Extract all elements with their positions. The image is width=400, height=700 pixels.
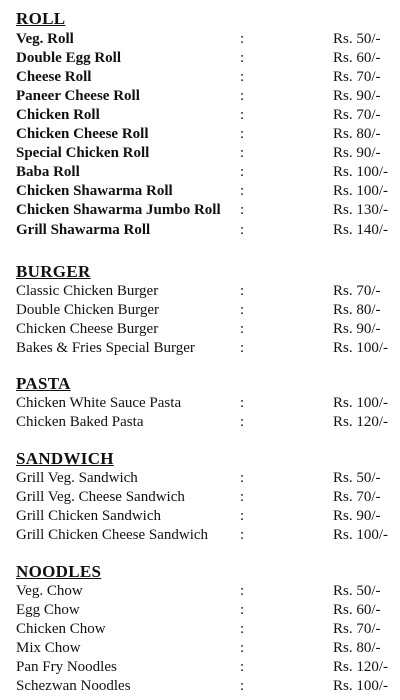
menu-row [0,49,400,68]
separator: : [240,164,245,180]
item-name: Bakes & Fries Special Burger [16,340,195,356]
item-price: Rs. 90/- [333,88,381,104]
separator: : [240,659,245,675]
item-name: Chicken Chow [16,621,106,637]
menu-row [0,87,400,106]
menu-row [0,339,400,358]
separator: : [240,145,245,161]
menu-row [0,658,400,677]
separator: : [240,414,245,430]
item-price: Rs. 140/- [333,222,389,238]
item-name: Veg. Chow [16,583,83,599]
separator: : [240,50,245,66]
item-name: Grill Veg. Cheese Sandwich [16,489,185,505]
item-price: Rs. 60/- [333,50,381,66]
separator: : [240,640,245,656]
item-price: Rs. 130/- [333,202,389,218]
menu-row [0,106,400,125]
item-price: Rs. 80/- [333,640,381,656]
section-title-noodles: NOODLES [16,562,102,581]
item-price: Rs. 70/- [333,621,381,637]
menu-row [0,639,400,658]
item-name: Veg. Roll [16,31,74,47]
item-price: Rs. 120/- [333,659,389,675]
section-title-sandwich: SANDWICH [16,449,114,468]
menu-row [0,601,400,620]
item-name: Chicken Roll [16,107,100,123]
menu-row [0,620,400,639]
separator: : [240,183,245,199]
item-price: Rs. 70/- [333,489,381,505]
item-price: Rs. 80/- [333,126,381,142]
separator: : [240,602,245,618]
item-name: Double Egg Roll [16,50,122,66]
item-name: Special Chicken Roll [16,145,150,161]
menu-row [0,526,400,545]
item-price: Rs. 70/- [333,107,381,123]
item-price: Rs. 50/- [333,470,381,486]
item-price: Rs. 100/- [333,183,389,199]
separator: : [240,283,245,299]
separator: : [240,340,245,356]
menu-row [0,413,400,432]
item-name: Egg Chow [16,602,80,618]
menu-row [0,320,400,339]
item-price: Rs. 50/- [333,31,381,47]
item-price: Rs. 90/- [333,321,381,337]
item-name: Chicken Cheese Roll [16,126,149,142]
separator: : [240,126,245,142]
item-price: Rs. 70/- [333,69,381,85]
item-price: Rs. 120/- [333,414,389,430]
menu-row [0,469,400,488]
item-name: Chicken Shawarma Jumbo Roll [16,202,221,218]
item-name: Chicken White Sauce Pasta [16,395,182,411]
item-name: Baba Roll [16,164,80,180]
item-name: Chicken Shawarma Roll [16,183,173,199]
item-name: Mix Chow [16,640,81,656]
menu-row [0,282,400,301]
item-name: Grill Shawarma Roll [16,222,151,238]
separator: : [240,202,245,218]
menu-row [0,582,400,601]
separator: : [240,321,245,337]
item-name: Double Chicken Burger [16,302,160,318]
item-price: Rs. 100/- [333,527,389,543]
menu-row [0,125,400,144]
item-price: Rs. 90/- [333,145,381,161]
separator: : [240,678,245,694]
menu-row [0,201,400,220]
item-name: Grill Veg. Sandwich [16,470,138,486]
item-name: Chicken Cheese Burger [16,321,159,337]
item-name: Cheese Roll [16,69,92,85]
separator: : [240,621,245,637]
menu-row [0,394,400,413]
separator: : [240,395,245,411]
separator: : [240,489,245,505]
menu-row [0,301,400,320]
separator: : [240,107,245,123]
menu-row [0,488,400,507]
section-title-burger: BURGER [16,262,91,281]
separator: : [240,31,245,47]
item-name: Schezwan Noodles [16,678,131,694]
item-price: Rs. 80/- [333,302,381,318]
separator: : [240,69,245,85]
item-name: Paneer Cheese Roll [16,88,140,104]
separator: : [240,88,245,104]
section-title-roll: ROLL [16,9,66,28]
item-price: Rs. 100/- [333,395,389,411]
item-price: Rs. 90/- [333,508,381,524]
item-name: Chicken Baked Pasta [16,414,144,430]
separator: : [240,527,245,543]
separator: : [240,222,245,238]
separator: : [240,583,245,599]
item-price: Rs. 50/- [333,583,381,599]
menu-row [0,182,400,201]
menu-row [0,30,400,49]
menu-row [0,144,400,163]
item-price: Rs. 100/- [333,164,389,180]
item-name: Classic Chicken Burger [16,283,159,299]
menu-row [0,68,400,87]
separator: : [240,508,245,524]
menu-row [0,507,400,526]
item-name: Grill Chicken Sandwich [16,508,161,524]
item-price: Rs. 60/- [333,602,381,618]
section-title-pasta: PASTA [16,374,71,393]
item-name: Grill Chicken Cheese Sandwich [16,527,209,543]
menu-row [0,163,400,182]
separator: : [240,470,245,486]
item-price: Rs. 100/- [333,340,389,356]
item-name: Pan Fry Noodles [16,659,117,675]
separator: : [240,302,245,318]
item-price: Rs. 70/- [333,283,381,299]
menu-row [0,221,400,240]
menu-row [0,677,400,696]
item-price: Rs. 100/- [333,678,389,694]
